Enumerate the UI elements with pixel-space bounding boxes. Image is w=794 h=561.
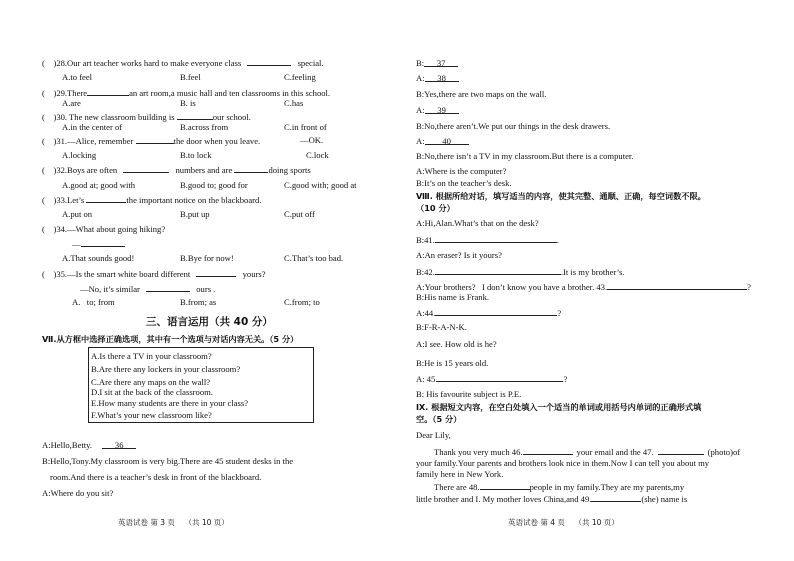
option-b: B.good to; good for xyxy=(180,180,248,190)
dialogue-line: B:His name is Frank. xyxy=(416,292,490,302)
answer-blank[interactable] xyxy=(86,194,126,203)
question-text: special. xyxy=(297,58,324,68)
option-a: A.That sounds good! xyxy=(62,253,135,263)
question-33 xyxy=(42,194,261,206)
option-f: F.What’s your new classroom like? xyxy=(91,410,212,420)
option-a: A.in the center of xyxy=(62,122,123,132)
dialogue-text: A:44. xyxy=(416,308,436,318)
passage-line xyxy=(434,481,684,493)
dialogue-line xyxy=(416,73,459,84)
answer-blank-41[interactable] xyxy=(435,234,560,245)
answer-blank[interactable] xyxy=(196,268,236,277)
option-c: C.Are there any maps on the wall? xyxy=(91,377,211,387)
option-c: C.has xyxy=(284,98,304,108)
dialogue-line xyxy=(416,307,561,319)
dialogue-text: .It is my brother’s. xyxy=(560,267,625,277)
answer-blank-43[interactable] xyxy=(607,281,747,290)
question-text: ( )35.—Is the smart white board different xyxy=(42,269,191,279)
option-a: A. to; from xyxy=(72,297,115,307)
option-b: B.across from xyxy=(180,122,229,132)
option-a: A.Is there a TV in your classroom? xyxy=(91,351,212,361)
passage-text: (photo)of xyxy=(707,447,741,457)
option-d: D.I sit at the back of the classroom. xyxy=(91,387,213,397)
option-a: A.put on xyxy=(62,209,93,219)
answer-blank[interactable] xyxy=(81,238,125,247)
question-35 xyxy=(42,268,266,280)
option-a: A.good at; good with xyxy=(62,180,136,190)
answer-blank-48[interactable] xyxy=(480,481,530,490)
speaker-label: A: xyxy=(416,105,425,115)
dialogue-line: room.And there is a teacher’s desk in front of the blackboard. xyxy=(50,472,262,482)
question-text: ( )31.—Alice, remember xyxy=(42,136,134,146)
question-text: ( )33.Let’s xyxy=(42,195,85,205)
speaker-label: A: xyxy=(416,136,425,146)
passage-text: little brother and I. My mother loves China,and 49. xyxy=(416,494,592,504)
answer-blank-37[interactable]: 37 xyxy=(424,58,458,67)
question-text: our school. xyxy=(212,112,251,122)
dialogue-line xyxy=(416,373,567,385)
dialogue-line: A:Where do you sit? xyxy=(42,488,114,498)
question-text: numbers and are xyxy=(175,165,233,175)
answer-blank-38[interactable]: 38 xyxy=(425,73,459,82)
passage-text: your email and the 47. xyxy=(576,447,654,457)
passage-line xyxy=(434,446,740,458)
dialogue-line: B:It’s on the teacher’s desk. xyxy=(416,178,512,188)
dialogue-line: B:Yes,there are two maps on the wall. xyxy=(416,89,547,99)
dialogue-text: A: 45. xyxy=(416,374,438,384)
answer-blank-36[interactable]: 36 xyxy=(102,440,136,449)
option-b: B.to lock xyxy=(180,150,212,160)
dialogue-text: A:Your brothers? I don’t know you have a brother. 43. xyxy=(416,282,608,292)
part-9-title-cont: 空。（5 分） xyxy=(416,414,462,424)
option-a: A.to feel xyxy=(62,72,93,82)
option-c: C.lock xyxy=(306,150,329,160)
dialogue-line xyxy=(416,234,559,246)
option-c: C.That’s too bad. xyxy=(284,253,344,263)
dialogue-text: ? xyxy=(557,308,562,318)
answer-blank-44[interactable] xyxy=(435,307,557,316)
answer-blank-49[interactable] xyxy=(591,493,641,502)
question-35-line2 xyxy=(80,283,215,295)
dialogue-line: B:He is 15 years old. xyxy=(416,358,489,368)
part-8-title: Ⅷ. 根据所给对话，填写适当的内容，使其完整、通顺、正确，每空词数不限。 xyxy=(416,191,706,201)
question-text: —No, it’s similar xyxy=(80,284,140,294)
dialogue-line: A:An eraser? Is it yours? xyxy=(416,250,502,260)
option-c: C.good with; good at xyxy=(284,180,357,190)
dialogue-line xyxy=(416,105,459,116)
question-32 xyxy=(42,164,311,176)
option-c: C.put off xyxy=(284,209,315,219)
question-text: ( )28.Our art teacher works hard to make everyone class xyxy=(42,58,242,68)
speaker-label: B: xyxy=(416,58,425,68)
option-c: C.in front of xyxy=(284,122,327,132)
option-c: C.from; to xyxy=(284,297,320,307)
option-b: B.put up xyxy=(180,209,210,219)
dialogue-line xyxy=(42,440,136,451)
answer-blank-45[interactable] xyxy=(437,373,563,382)
dialogue-line: A:I see. How old is he? xyxy=(416,339,497,349)
passage-line: family here in New York. xyxy=(416,469,504,479)
dialogue-line: B:No,there isn’t a TV in my classroom.But there is a computer. xyxy=(416,151,634,161)
answer-blank-40[interactable]: 40 xyxy=(425,136,469,145)
answer-blank-42[interactable] xyxy=(435,266,561,275)
dialogue-line: A:Hi,Alan.What’s that on the desk? xyxy=(416,218,539,228)
question-text: ( )32.Boys are often xyxy=(42,165,118,175)
reply-text: —OK. xyxy=(300,135,324,145)
option-b: B. is xyxy=(180,98,196,108)
answer-blank-47[interactable] xyxy=(658,446,704,455)
page-footer: 英语试卷 第 4 页 （共 10 页） xyxy=(508,518,619,527)
passage-text: (she) name is xyxy=(641,494,688,504)
dialogue-text: B:42. xyxy=(416,267,435,277)
dialogue-line xyxy=(416,58,458,69)
answer-blank[interactable] xyxy=(87,87,129,96)
question-34-answer xyxy=(72,238,125,250)
question-text: ( )30. The new classroom building is xyxy=(42,112,175,122)
question-text: yours? xyxy=(242,269,266,279)
option-b: B.feel xyxy=(180,72,201,82)
question-text: doing sports xyxy=(268,165,311,175)
option-b: B.from; as xyxy=(180,297,217,307)
answer-blank-39[interactable]: 39 xyxy=(425,105,459,114)
option-a: A.are xyxy=(62,98,81,108)
question-text: ( )29.There xyxy=(42,88,88,98)
part-8-score: （10 分） xyxy=(416,203,455,213)
answer-blank[interactable] xyxy=(136,135,174,144)
question-34: ( )34.—What about going hiking? xyxy=(42,224,166,234)
page-footer: 英语试卷 第 3 页 （共 10 页） xyxy=(118,518,229,527)
dialogue-line: B:Hello,Tony.My classroom is very big.There are 45 student desks in the xyxy=(42,456,294,466)
dialogue-text: ? xyxy=(747,282,751,292)
option-b: B.Are there any lockers in your classroom? xyxy=(91,364,241,374)
dialogue-line: A:Where is the computer? xyxy=(416,166,507,176)
dialogue-line xyxy=(416,266,624,278)
passage-line xyxy=(416,493,687,505)
dialogue-line: B: His favourite subject is P.E. xyxy=(416,389,522,399)
passage-text: Thank you very much 46. xyxy=(434,447,523,457)
dialogue-line xyxy=(416,136,469,147)
part-7-title: Ⅶ.从方框中选择正确选项，其中有一个选项与对话内容无关。（5 分） xyxy=(42,334,299,344)
dialogue-text: . xyxy=(556,235,560,245)
dialogue-text: ? xyxy=(563,374,568,384)
passage-text: people in my family.They are my parents,my xyxy=(529,482,685,492)
question-28 xyxy=(42,57,324,69)
dialogue-text: B:41. xyxy=(416,235,435,245)
passage-line: your family.Your parents and brothers look nice in them.Now I can tell you about my xyxy=(416,458,710,468)
option-b: B.Bye for now! xyxy=(180,253,234,263)
question-text: the important notice on the blackboard. xyxy=(126,195,262,205)
letter-greeting: Dear Lily, xyxy=(416,430,451,440)
speaker-label: A: xyxy=(416,73,425,83)
passage-text: There are 48. xyxy=(434,482,480,492)
dialogue-text: A:Hello,Betty. xyxy=(42,440,93,450)
question-31 xyxy=(42,135,260,147)
dash: — xyxy=(72,239,81,249)
section-heading: 三、语言运用（共 40 分） xyxy=(146,316,273,328)
answer-blank-46[interactable] xyxy=(523,446,573,455)
part-9-title: Ⅸ. 根据短文内容，在空白处填入一个适当的单词或用括号内单词的正确形式填 xyxy=(416,402,702,412)
answer-blank[interactable] xyxy=(234,164,268,173)
question-text: the door when you leave. xyxy=(173,136,261,146)
option-c: C.feeling xyxy=(284,72,316,82)
answer-blank[interactable] xyxy=(123,164,169,173)
dialogue-line: B:F-R-A-N-K. xyxy=(416,322,467,332)
option-a: A.locking xyxy=(62,150,97,160)
answer-blank[interactable] xyxy=(177,111,213,120)
option-e: E.How many students are there in your class? xyxy=(91,398,249,408)
dialogue-line: B:No,there aren’t.We put our things in the desk drawers. xyxy=(416,121,611,131)
question-text: an art room,a music hall and ten classrooms in this school. xyxy=(129,88,331,98)
question-text: ours . xyxy=(196,284,216,294)
answer-blank[interactable] xyxy=(247,57,291,66)
answer-blank[interactable] xyxy=(146,283,190,292)
